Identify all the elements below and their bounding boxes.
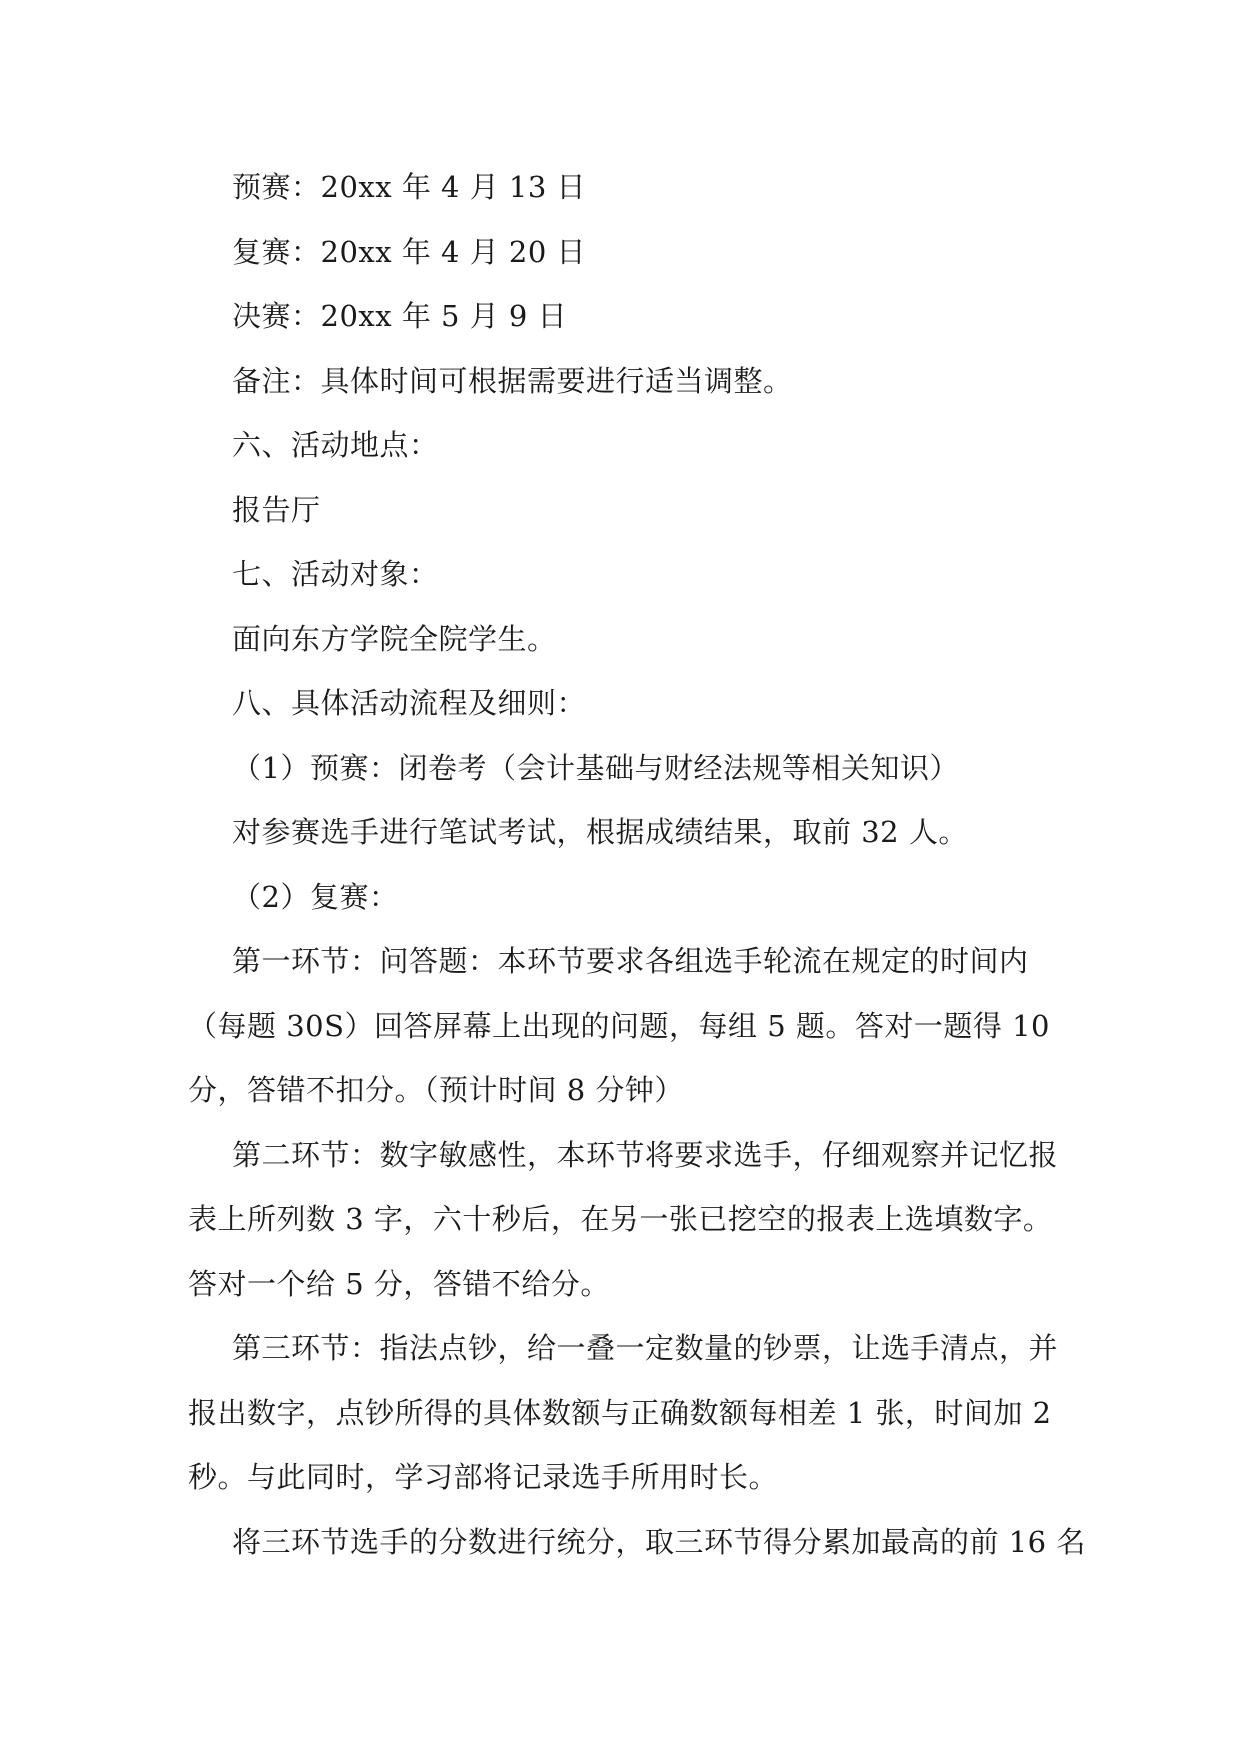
- heading-audience: 七、活动对象：: [232, 557, 439, 591]
- paragraph-round-two: 第二环节：数字敏感性，本环节将要求选手，仔细观察并记忆报表上所列数 3 字，六十秒后，在另一张已挖空的报表上选填数字。答对一个给 5 分，答错不给分。: [188, 1137, 1059, 1301]
- paragraph-preliminary-format: （1）预赛：闭卷考（会计基础与财经法规等相关知识）: [232, 750, 959, 785]
- paragraph-scoring: 将三环节选手的分数进行统分，取三环节得分累加最高的前 16 名: [232, 1524, 1086, 1559]
- paragraph-preliminary-rule: 对参赛选手进行笔试考试，根据成绩结果，取前 32 人。: [232, 815, 968, 849]
- paragraph-round-three: 第三环节：指法点钞，给一叠一定数量的钞票，让选手清点，并报出数字，点钞所得的具体数额与正确数额每相差 1 张，时间加 2 秒。与此同时，学习部将记录选手所用时长。: [188, 1331, 1059, 1494]
- paragraph-semifinal-heading: （2）复赛：: [232, 879, 399, 914]
- paragraph-venue: 报告厅: [232, 492, 321, 527]
- paragraph-preliminary-date: 预赛：20xx 年 4 月 13 日: [232, 170, 587, 204]
- paragraph-note: 备注：具体时间可根据需要进行适当调整。: [232, 363, 793, 398]
- heading-process: 八、具体活动流程及细则：: [232, 686, 587, 720]
- paragraph-audience: 面向东方学院全院学生。: [232, 621, 557, 656]
- paragraph-final-date: 决赛：20xx 年 5 月 9 日: [232, 299, 568, 333]
- paragraph-round-one: 第一环节：问答题：本环节要求各组选手轮流在规定的时间内（每题 30S）回答屏幕上出现的问题，每组 5 题。答对一题得 10 分，答错不扣分。（预计时间 8 分钟）: [188, 944, 1050, 1107]
- paragraph-semifinal-date: 复赛：20xx 年 4 月 20 日: [232, 234, 587, 269]
- heading-venue: 六、活动地点：: [232, 428, 439, 462]
- document-body: [188, 155, 1086, 1574]
